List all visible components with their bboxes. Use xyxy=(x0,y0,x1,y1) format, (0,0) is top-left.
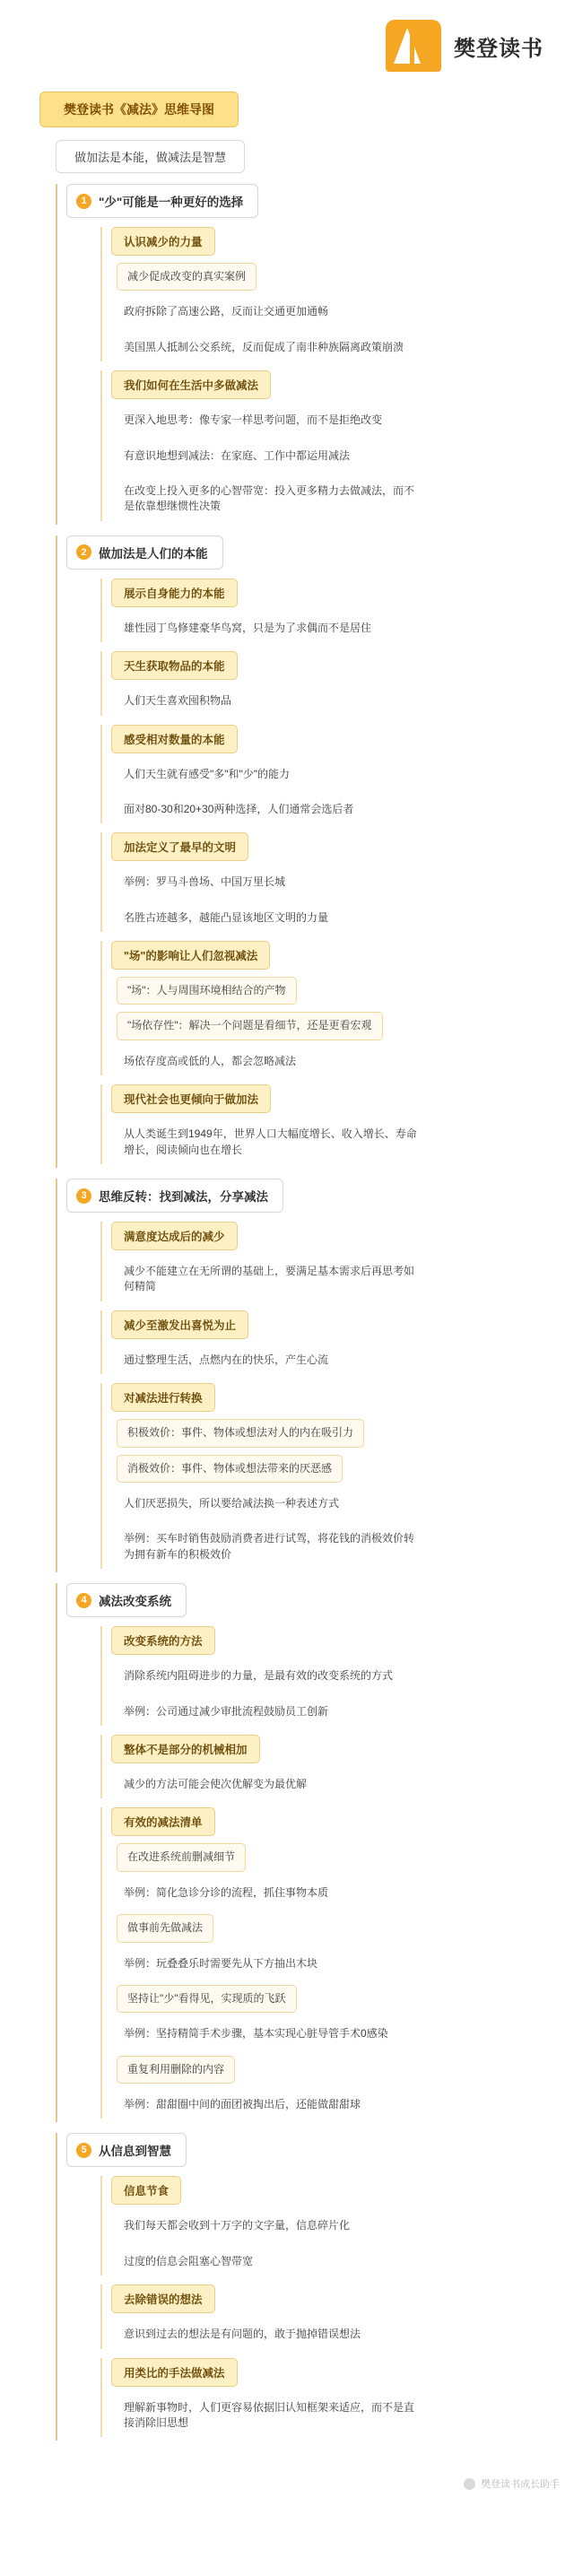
leaf-item: 名胜古迹越多，越能凸显该地区文明的力量 xyxy=(124,910,329,924)
watermark-icon xyxy=(464,2478,475,2490)
branch-title: 做加法是人们的本能 xyxy=(99,546,208,561)
branch xyxy=(56,1583,565,2122)
sub-branch-title[interactable]: 现代社会也更倾向于做加法 xyxy=(111,1084,271,1113)
sub-branch-title[interactable]: "场"的影响让人们忽视减法 xyxy=(111,941,270,970)
leaf-item: 在改变上投入更多的心智带宽：投入更多精力去做减法，而不是依靠想继惯性决策 xyxy=(124,483,415,513)
leaf-item: 场依存度高或低的人，都会忽略减法 xyxy=(124,1054,297,1067)
watermark xyxy=(464,2476,560,2491)
sub-branch xyxy=(100,1310,565,1374)
branch-header[interactable] xyxy=(66,2133,187,2167)
leaf-item: 人们天生就有感受"多"和"少"的能力 xyxy=(124,767,291,780)
branch-title: 从信息到智慧 xyxy=(99,2145,171,2159)
branch-title: "少"可能是一种更好的选择 xyxy=(99,196,244,209)
leaf-item: "场依存性"：解决一个问题是看细节，还是更看宏观 xyxy=(117,1012,383,1040)
leaf-item: 从人类诞生到1949年，世界人口大幅度增长、收入增长、寿命增长，阅读倾向也在增长 xyxy=(124,1127,417,1156)
branch-header[interactable] xyxy=(66,535,223,570)
sub-branch-title[interactable]: 对减法进行转换 xyxy=(111,1383,215,1412)
leaf-item: 举例：玩叠叠乐时需要先从下方抽出木块 xyxy=(124,1956,318,1970)
sub-branch xyxy=(100,2284,565,2348)
leaf-item: 举例：甜甜圈中间的面团被掏出后，还能做甜甜球 xyxy=(124,2098,361,2111)
leaf-item: 减少不能建立在无所谓的基础上，要满足基本需求后再思考如何精简 xyxy=(124,1265,415,1293)
sub-branch xyxy=(100,227,565,361)
leaf-item: 有意识地想到减法：在家庭、工作中都运用减法 xyxy=(124,448,351,462)
sub-branch-title[interactable]: 认识减少的力量 xyxy=(111,227,215,256)
watermark-label: 樊登读书成长助手 xyxy=(481,2479,560,2491)
leaf-item: 理解新事物时，人们更容易依据旧认知框架来适应，而不是直接消除旧思想 xyxy=(124,2400,415,2430)
leaf-item: 举例：公司通过减少审批流程鼓励员工创新 xyxy=(124,1704,329,1718)
leaf-item: 政府拆除了高速公路，反而让交通更加通畅 xyxy=(124,305,329,318)
leaf-item: 消极效价：事件、物体或想法带来的厌恶感 xyxy=(117,1455,343,1483)
branch xyxy=(56,2133,565,2441)
leaf-item: 举例：罗马斗兽场、中国万里长城 xyxy=(124,875,286,889)
sub-branch-title[interactable]: 满意度达成后的减少 xyxy=(111,1222,238,1250)
mindmap-root xyxy=(0,81,574,2503)
leaf-item: 通过整理生活，点燃内在的快乐，产生心流 xyxy=(124,1353,329,1366)
sub-branch xyxy=(100,651,565,715)
sub-branch xyxy=(100,1222,565,1301)
branch-number-badge: 2 xyxy=(76,544,91,560)
brand-name: 樊登读书 xyxy=(454,36,544,61)
sub-branch xyxy=(100,1626,565,1726)
leaf-item: 举例：买车时销售鼓励消费者进行试驾，将花钱的消极效价转为拥有新车的积极效价 xyxy=(124,1532,415,1561)
leaf-item: 面对80-30和20+30两种选择，人们通常会选后者 xyxy=(124,802,354,815)
branch xyxy=(56,184,565,525)
sub-branch-title[interactable]: 有效的减法清单 xyxy=(111,1807,215,1836)
sub-branch-title[interactable]: 展示自身能力的本能 xyxy=(111,579,238,607)
branch xyxy=(56,535,565,1168)
mindmap-title: 樊登读书《减法》思维导图 xyxy=(39,91,239,127)
sub-branch xyxy=(100,1084,565,1164)
leaf-item: 我们每天都会收到十万字的文字量，信息碎片化 xyxy=(124,2219,351,2232)
sub-branch xyxy=(100,941,565,1075)
sub-branch-title[interactable]: 加法定义了最早的文明 xyxy=(111,832,248,861)
sub-branch-title[interactable]: 信息节食 xyxy=(111,2176,181,2205)
sub-branch-title[interactable]: 用类比的手法做减法 xyxy=(111,2358,238,2387)
leaf-item: 过度的信息会阻塞心智带宽 xyxy=(124,2254,254,2267)
sub-branch-title[interactable]: 整体不是部分的机械相加 xyxy=(111,1735,260,1763)
branch-number-badge: 5 xyxy=(76,2143,91,2158)
leaf-item: 意识到过去的想法是有问题的，敢于抛掉错误想法 xyxy=(124,2328,361,2341)
leaf-item: 减少的方法可能会使次优解变为最优解 xyxy=(124,1777,308,1790)
branch-number-badge: 3 xyxy=(76,1188,91,1204)
book-logo-icon xyxy=(386,20,441,72)
mindmap-subtitle: 做加法是本能，做减法是智慧 xyxy=(56,140,245,173)
leaf-item: 举例：坚持精简手术步骤，基本实现心脏导管手术0感染 xyxy=(124,2027,388,2041)
leaf-item: 更深入地思考：像专家一样思考问题，而不是拒绝改变 xyxy=(124,413,383,427)
sub-branch xyxy=(100,832,565,932)
leaf-item: "场"：人与周围环境相结合的产物 xyxy=(117,977,297,1005)
sub-branch-title[interactable]: 我们如何在生活中多做减法 xyxy=(111,370,271,399)
leaf-item: 美国黑人抵制公交系统，反而促成了南非种族隔离政策崩溃 xyxy=(124,340,404,353)
sub-branch xyxy=(100,370,565,521)
branch-header[interactable] xyxy=(66,1179,283,1213)
leaf-item: 坚持让"少"看得见，实现质的飞跃 xyxy=(117,1985,297,2013)
sub-branch-title[interactable]: 去除错误的想法 xyxy=(111,2284,215,2313)
brand-header xyxy=(0,0,574,81)
sub-branch-title[interactable]: 减少至激发出喜悦为止 xyxy=(111,1310,248,1339)
sub-branch xyxy=(100,1383,565,1569)
branch-header[interactable] xyxy=(66,1583,187,1617)
sub-branch-title[interactable]: 感受相对数量的本能 xyxy=(111,725,238,753)
leaf-item: 雄性园丁鸟修建豪华鸟窝，只是为了求偶而不是居住 xyxy=(124,621,372,634)
sub-branch xyxy=(100,2358,565,2438)
branch-title: 减法改变系统 xyxy=(99,1595,171,1609)
leaf-item: 做事前先做减法 xyxy=(117,1914,213,1942)
sub-branch-title[interactable]: 天生获取物品的本能 xyxy=(111,651,238,680)
leaf-item: 人们厌恶损失，所以要给减法换一种表述方式 xyxy=(124,1496,340,1510)
leaf-item: 重复利用删除的内容 xyxy=(117,2056,235,2084)
sub-branch xyxy=(100,725,565,824)
sub-branch xyxy=(100,2176,565,2276)
sub-branch xyxy=(100,1735,565,1798)
branch-number-badge: 4 xyxy=(76,1593,91,1608)
leaf-item: 举例：简化急诊分诊的流程，抓住事物本质 xyxy=(124,1885,329,1899)
branch xyxy=(56,1179,565,1572)
sub-branch xyxy=(100,1807,565,2119)
branch-header[interactable] xyxy=(66,184,258,218)
leaf-item: 积极效价：事件、物体或想法对人的内在吸引力 xyxy=(117,1419,364,1447)
leaf-item: 减少促成改变的真实案例 xyxy=(117,263,257,291)
branch-list xyxy=(9,184,565,2441)
sub-branch-title[interactable]: 改变系统的方法 xyxy=(111,1626,215,1655)
sub-branch xyxy=(100,579,565,642)
leaf-item: 消除系统内阻碍进步的力量，是最有效的改变系统的方式 xyxy=(124,1669,394,1683)
branch-title: 思维反转：找到减法，分享减法 xyxy=(99,1190,268,1205)
leaf-item: 在改进系统前删减细节 xyxy=(117,1843,246,1871)
leaf-item: 人们天生喜欢囤积物品 xyxy=(124,694,232,708)
branch-number-badge: 1 xyxy=(76,194,91,209)
